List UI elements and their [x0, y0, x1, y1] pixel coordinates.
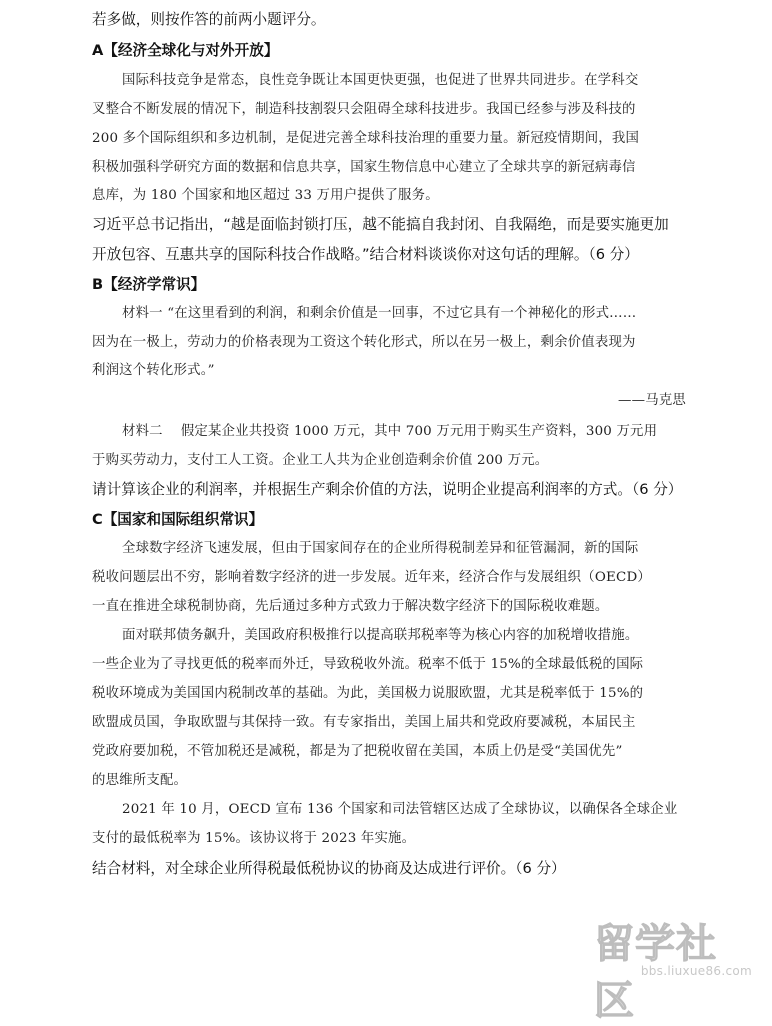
section-c-heading: C【国家和国际组织常识】	[92, 511, 264, 528]
section-b-material1-line: 利润这个转化形式。”	[92, 363, 215, 378]
section-a-material-line: 国际科技竞争是常态，良性竞争既让本国更快更强，也促进了世界共同进步。在学科交	[122, 73, 639, 88]
section-b-question: 请计算该企业的利润率，并根据生产剩余价值的方法，说明企业提高利润率的方式。（6 分）	[92, 481, 683, 498]
section-b-material1-line: 材料一 “在这里看到的利润，和剩余价值是一回事，不过它具有一个神秘化的形式……	[122, 306, 637, 321]
section-a-material-line: 200 多个国际组织和多边机制，是促进完善全球科技治理的重要力量。新冠疫情期间，我国	[92, 131, 640, 146]
section-c-para1-line: 税收问题层出不穷，影响着数字经济的进一步发展。近年来，经济合作与发展组织（OECD）	[92, 570, 651, 585]
section-c-para1-line: 全球数字经济飞速发展，但由于国家间存在的企业所得税制差异和征管漏洞，新的国际	[122, 541, 639, 556]
watermark-text: 留学社区	[594, 921, 717, 1024]
watermark-url: bbs.liuxue86.com	[640, 964, 752, 978]
intro-line: 若多做，则按作答的前两小题评分。	[92, 11, 326, 28]
section-a-heading: A【经济全球化与对外开放】	[92, 42, 279, 59]
section-a-material-line: 积极加强科学研究方面的数据和信息共享，国家生物信息中心建立了全球共享的新冠病毒信	[92, 160, 636, 175]
attribution: ——马克思	[618, 393, 686, 408]
section-c-question: 结合材料，对全球企业所得税最低税协议的协商及达成进行评价。（6 分）	[92, 860, 566, 877]
section-a-material-line: 叉整合不断发展的情况下，制造科技割裂只会阻碍全球科技进步。我国已经参与涉及科技的	[92, 102, 636, 117]
section-a-question-line: 开放包容、互惠共享的国际科技合作战略。”结合材料谈谈你对这句话的理解。（6 分）	[92, 246, 639, 263]
section-a-material-line: 息库，为 180 个国家和地区超过 33 万用户提供了服务。	[92, 188, 439, 203]
section-b-heading: B【经济学常识】	[92, 276, 206, 293]
section-b-material1-line: 因为在一极上，劳动力的价格表现为工资这个转化形式，所以在另一极上，剩余价值表现为	[92, 335, 636, 350]
section-b-material2-line: 材料二 假定某企业共投资 1000 万元，其中 700 万元用于购买生产资料，300 万元用	[122, 424, 658, 439]
section-c-para2-line: 党政府要加税，不管加税还是减税，都是为了把税收留在美国，本质上仍是受“美国优先”	[92, 744, 623, 759]
section-c-para2-line: 的思维所支配。	[92, 773, 188, 788]
section-c-para2-line: 面对联邦债务飙升，美国政府积极推行以提高联邦税率等为核心内容的加税增收措施。	[122, 628, 639, 643]
section-b-material2-line: 于购买劳动力，支付工人工资。企业工人共为企业创造剩余价值 200 万元。	[92, 453, 549, 468]
section-c-para2-line: 欧盟成员国，争取欧盟与其保持一致。有专家指出，美国上届共和党政府要减税，本届民主	[92, 715, 636, 730]
section-c-para2-line: 一些企业为了寻找更低的税率而外迁，导致税收外流。税率不低于 15%的全球最低税的国际	[92, 657, 644, 672]
section-a-question-line: 习近平总书记指出，“越是面临封锁打压，越不能搞自我封闭、自我隔绝，而是要实施更加	[92, 216, 669, 233]
watermark-logo	[594, 912, 754, 1024]
section-c-para3-line: 支付的最低税率为 15%。该协议将于 2023 年实施。	[92, 831, 416, 846]
section-c-para2-line: 税收环境成为美国国内税制改革的基础。为此，美国极力说服欧盟，尤其是税率低于 15%的	[92, 686, 644, 701]
section-c-para3-line: 2021 年 10 月，OECD 宣布 136 个国家和司法管辖区达成了全球协议，以确保各全球企业	[122, 802, 678, 817]
section-c-para1-line: 一直在推进全球税制协商，先后通过多种方式致力于解决数字经济下的国际税收难题。	[92, 599, 609, 614]
